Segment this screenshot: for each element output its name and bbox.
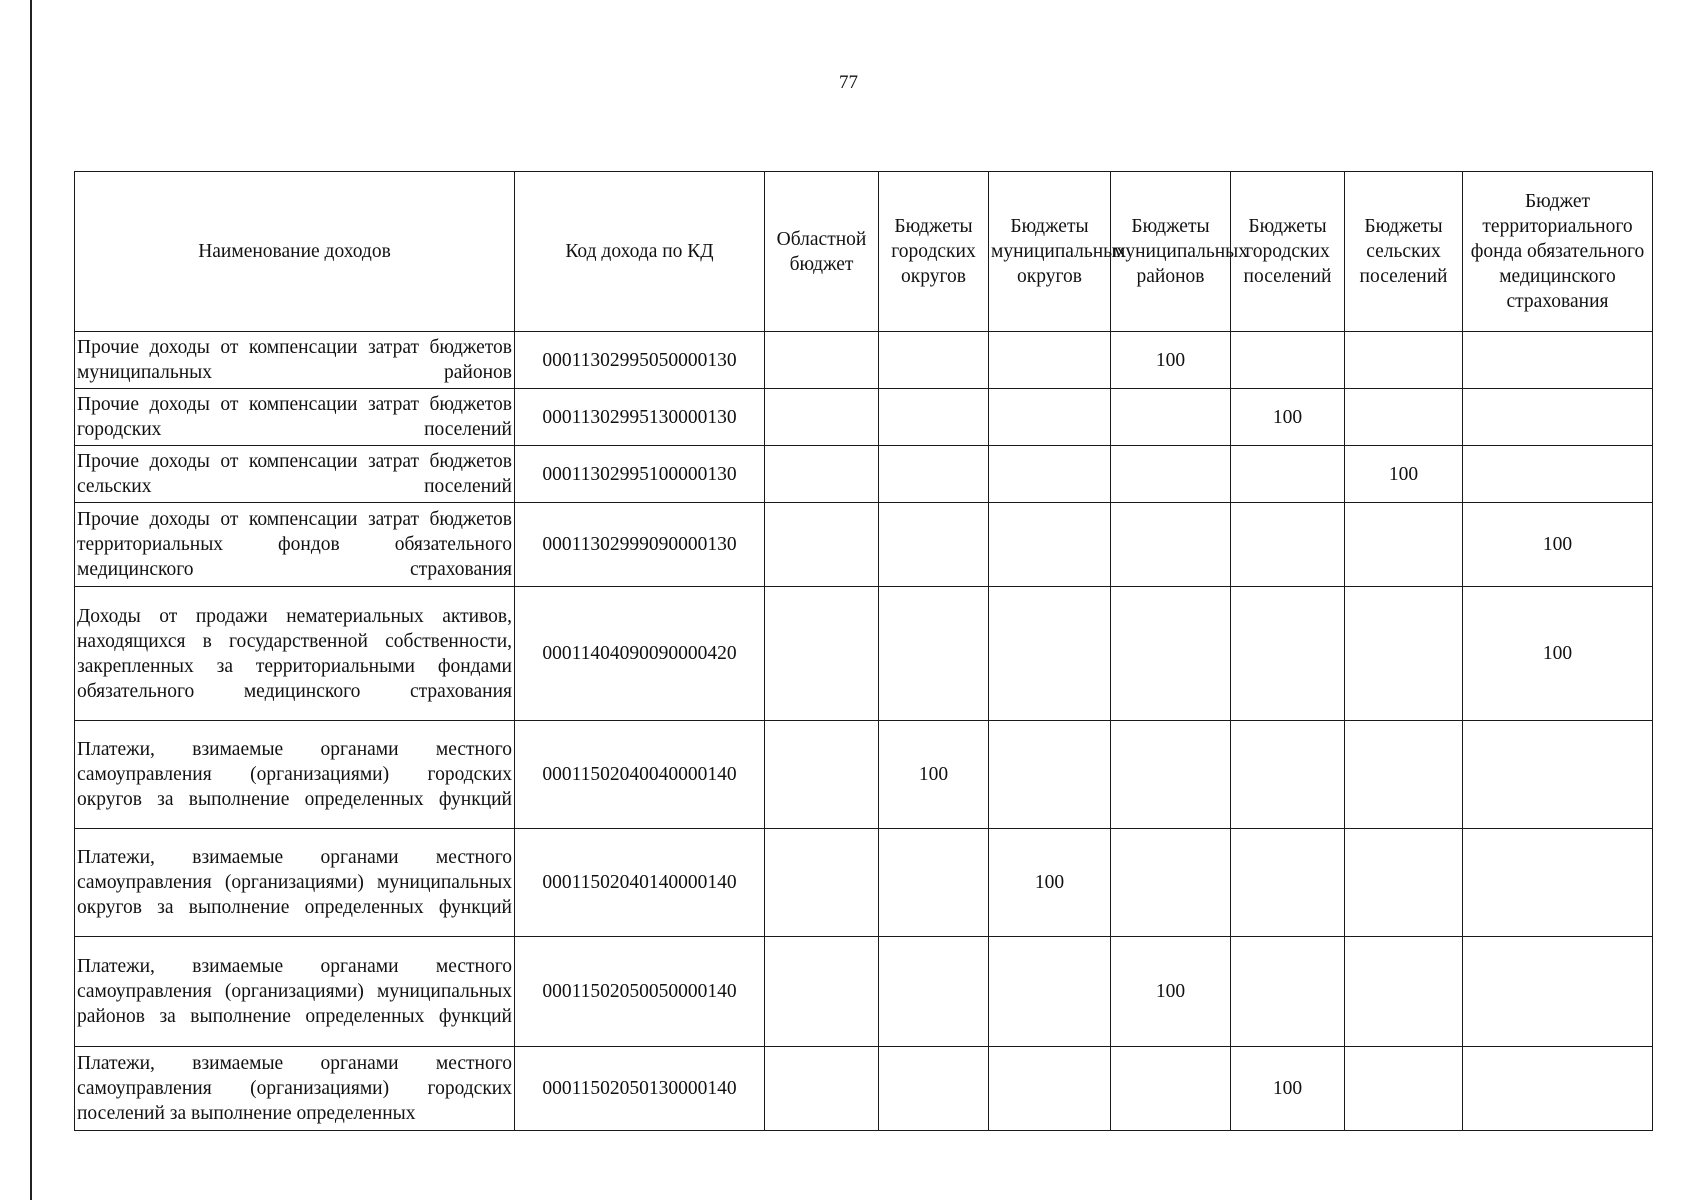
table-row	[75, 503, 1653, 587]
income-code: 00011502040140000140	[515, 829, 765, 937]
value-regional	[765, 587, 879, 721]
binding-line	[30, 0, 32, 1200]
value-municipal-regions	[1111, 389, 1231, 446]
income-code: 00011502050130000140	[515, 1047, 765, 1131]
value-regional	[765, 829, 879, 937]
value-tfoms	[1463, 446, 1653, 503]
value-city-districts: 100	[879, 721, 989, 829]
value-city-districts	[879, 587, 989, 721]
income-code: 00011302995100000130	[515, 446, 765, 503]
income-code: 00011502050050000140	[515, 937, 765, 1047]
income-distribution-table	[74, 171, 1653, 1131]
value-regional	[765, 721, 879, 829]
income-name: Платежи, взимаемые органами местного самоуправления (организациями) муниципальных районов за выполнение определенных функций	[75, 937, 515, 1047]
header-name: Наименование доходов	[75, 172, 515, 332]
header-regional-budget: Областной бюджет	[765, 172, 879, 332]
value-regional	[765, 332, 879, 389]
header-urban-settlements: Бюджеты городских поселений	[1231, 172, 1345, 332]
value-municipal-districts	[989, 332, 1111, 389]
value-rural-settlements	[1345, 829, 1463, 937]
value-rural-settlements	[1345, 937, 1463, 1047]
value-rural-settlements	[1345, 721, 1463, 829]
value-municipal-regions	[1111, 829, 1231, 937]
table-row	[75, 389, 1653, 446]
header-city-districts: Бюджеты городских округов	[879, 172, 989, 332]
income-name: Доходы от продажи нематериальных активов, находящихся в государственной собственности, закрепленных за территориальными фондами обязательного медицинского страхования	[75, 587, 515, 721]
value-municipal-regions	[1111, 446, 1231, 503]
value-tfoms	[1463, 829, 1653, 937]
income-name: Прочие доходы от компенсации затрат бюджетов территориальных фондов обязательного медицинского страхования	[75, 503, 515, 587]
value-tfoms	[1463, 332, 1653, 389]
income-name	[75, 1047, 515, 1131]
value-city-districts	[879, 389, 989, 446]
income-code: 00011404090090000420	[515, 587, 765, 721]
value-municipal-districts	[989, 1047, 1111, 1131]
value-municipal-districts	[989, 937, 1111, 1047]
income-name: Прочие доходы от компенсации затрат бюджетов сельских поселений	[75, 446, 515, 503]
value-urban-settlements: 100	[1231, 389, 1345, 446]
value-municipal-districts	[989, 389, 1111, 446]
value-rural-settlements	[1345, 1047, 1463, 1131]
income-name-text: Платежи, взимаемые органами местного самоуправления (организациями) городских поселений за выполнение определенных	[77, 1052, 512, 1124]
value-municipal-regions: 100	[1111, 937, 1231, 1047]
value-municipal-regions	[1111, 721, 1231, 829]
value-urban-settlements	[1231, 503, 1345, 587]
table-row	[75, 587, 1653, 721]
value-urban-settlements	[1231, 721, 1345, 829]
value-city-districts	[879, 503, 989, 587]
value-regional	[765, 1047, 879, 1131]
value-urban-settlements	[1231, 587, 1345, 721]
header-rural-settlements: Бюджеты сельских поселений	[1345, 172, 1463, 332]
value-urban-settlements	[1231, 446, 1345, 503]
value-city-districts	[879, 332, 989, 389]
table-row	[75, 937, 1653, 1047]
table-row	[75, 446, 1653, 503]
table-row	[75, 1047, 1653, 1131]
value-municipal-regions: 100	[1111, 332, 1231, 389]
value-tfoms	[1463, 389, 1653, 446]
page-number: 77	[839, 72, 858, 93]
income-code: 00011502040040000140	[515, 721, 765, 829]
value-municipal-regions	[1111, 587, 1231, 721]
income-code: 00011302995130000130	[515, 389, 765, 446]
value-rural-settlements	[1345, 503, 1463, 587]
value-tfoms	[1463, 721, 1653, 829]
income-code: 00011302999090000130	[515, 503, 765, 587]
value-municipal-districts	[989, 503, 1111, 587]
value-municipal-districts	[989, 587, 1111, 721]
value-urban-settlements	[1231, 937, 1345, 1047]
value-rural-settlements	[1345, 332, 1463, 389]
income-name: Прочие доходы от компенсации затрат бюджетов муниципальных районов	[75, 332, 515, 389]
value-municipal-districts	[989, 446, 1111, 503]
value-urban-settlements	[1231, 829, 1345, 937]
value-rural-settlements	[1345, 389, 1463, 446]
value-urban-settlements	[1231, 332, 1345, 389]
value-rural-settlements	[1345, 587, 1463, 721]
header-municipal-regions: Бюджеты муниципальных районов	[1111, 172, 1231, 332]
header-code: Код дохода по КД	[515, 172, 765, 332]
value-city-districts	[879, 829, 989, 937]
value-regional	[765, 389, 879, 446]
income-name: Платежи, взимаемые органами местного самоуправления (организациями) городских округов за выполнение определенных функций	[75, 721, 515, 829]
value-regional	[765, 446, 879, 503]
table-row	[75, 721, 1653, 829]
header-tfoms-budget: Бюджет территориального фонда обязательного медицинского страхования	[1463, 172, 1653, 332]
income-code: 00011302995050000130	[515, 332, 765, 389]
table-row	[75, 829, 1653, 937]
value-urban-settlements: 100	[1231, 1047, 1345, 1131]
income-name: Платежи, взимаемые органами местного самоуправления (организациями) муниципальных округов за выполнение определенных функций	[75, 829, 515, 937]
value-tfoms	[1463, 937, 1653, 1047]
value-municipal-regions	[1111, 1047, 1231, 1131]
header-municipal-districts: Бюджеты муниципальных округов	[989, 172, 1111, 332]
header-row	[75, 172, 1653, 332]
value-tfoms: 100	[1463, 503, 1653, 587]
income-name: Прочие доходы от компенсации затрат бюджетов городских поселений	[75, 389, 515, 446]
value-regional	[765, 937, 879, 1047]
value-tfoms: 100	[1463, 587, 1653, 721]
value-municipal-districts	[989, 721, 1111, 829]
value-regional	[765, 503, 879, 587]
value-city-districts	[879, 446, 989, 503]
value-city-districts	[879, 937, 989, 1047]
table-row	[75, 332, 1653, 389]
value-municipal-districts: 100	[989, 829, 1111, 937]
value-rural-settlements: 100	[1345, 446, 1463, 503]
value-city-districts	[879, 1047, 989, 1131]
value-municipal-regions	[1111, 503, 1231, 587]
value-tfoms	[1463, 1047, 1653, 1131]
